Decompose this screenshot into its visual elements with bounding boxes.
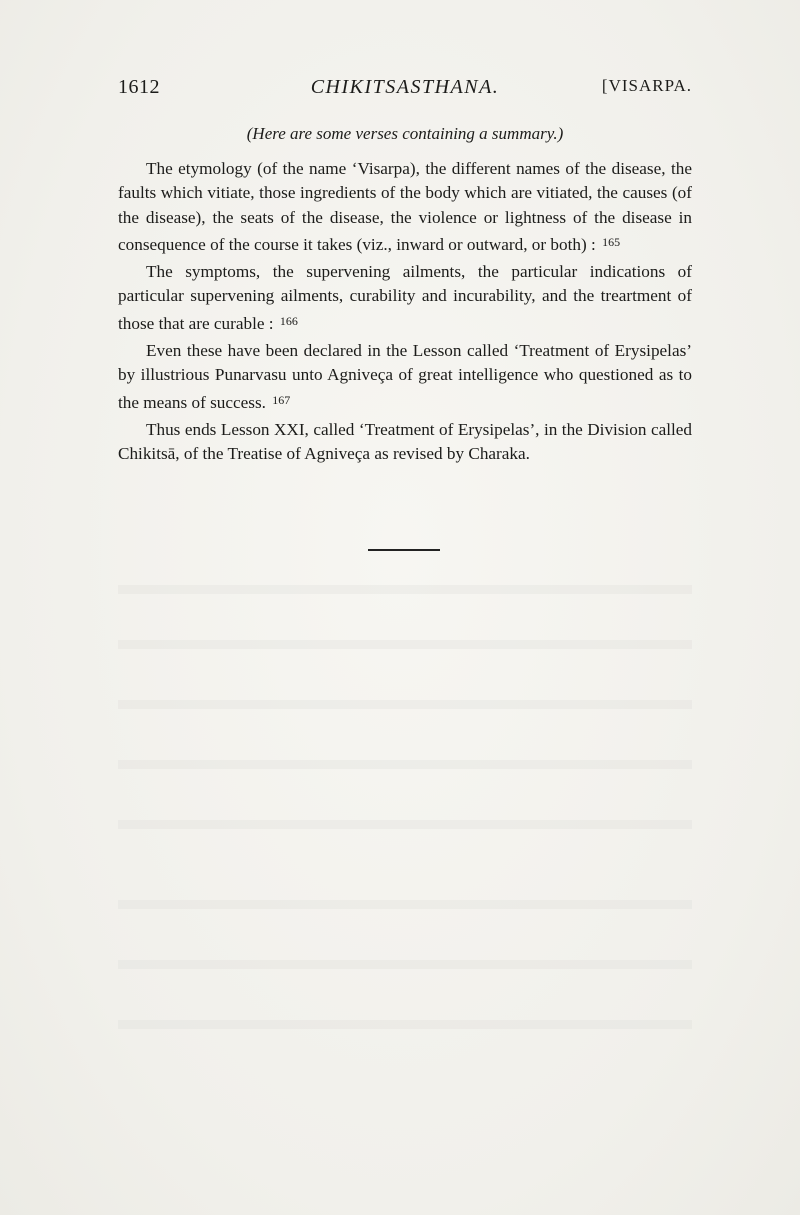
page-number: 1612	[118, 76, 160, 98]
show-through	[118, 1020, 692, 1029]
show-through	[118, 585, 692, 594]
summary-subheading: (Here are some verses containing a summary.)	[246, 124, 564, 143]
show-through	[118, 700, 692, 709]
paragraph-text: The symptoms, the supervening ailments, the particular indications of particular supervening ailments, curability and incurability, and the treartment of those that are curable :	[118, 262, 692, 333]
show-through	[118, 640, 692, 649]
paragraph	[118, 339, 692, 415]
show-through	[118, 760, 692, 769]
show-through	[118, 900, 692, 909]
paragraph	[118, 260, 692, 336]
paragraph-text: Thus ends Lesson XXI, called ‘Treatment of Erysipelas’, in the Division called Chikitsā, of the Treatise of Agniveça as revised by Charaka.	[118, 419, 692, 464]
paragraph	[118, 157, 692, 257]
verse-number: 165	[602, 234, 621, 249]
paragraph-text: The etymology (of the name ‘Visarpa), the different names of the disease, the faults which vitiate, those ingredients of the body which are vitiated, the causes (of the disease), the seats of the disease, the violence or lightness of the disease in consequence of the course it takes (viz., inward or outward, or both) :	[118, 159, 692, 254]
paragraph	[118, 418, 692, 467]
verse-number: 167	[272, 392, 291, 407]
section-tag: [VISARPA.	[601, 76, 692, 95]
show-through	[118, 960, 692, 969]
body-text	[118, 157, 692, 467]
verse-number: 166	[279, 313, 298, 328]
page-header	[118, 76, 692, 102]
running-title: CHIKITSASTHANA.	[310, 76, 500, 98]
section-end-rule	[368, 549, 440, 551]
show-through	[118, 820, 692, 829]
paragraph-text: Even these have been declared in the Lesson called ‘Treatment of Erysipelas’ by illustrious Punarvasu unto Agniveça of great intelligence who questioned as to the means of success.	[118, 341, 692, 412]
